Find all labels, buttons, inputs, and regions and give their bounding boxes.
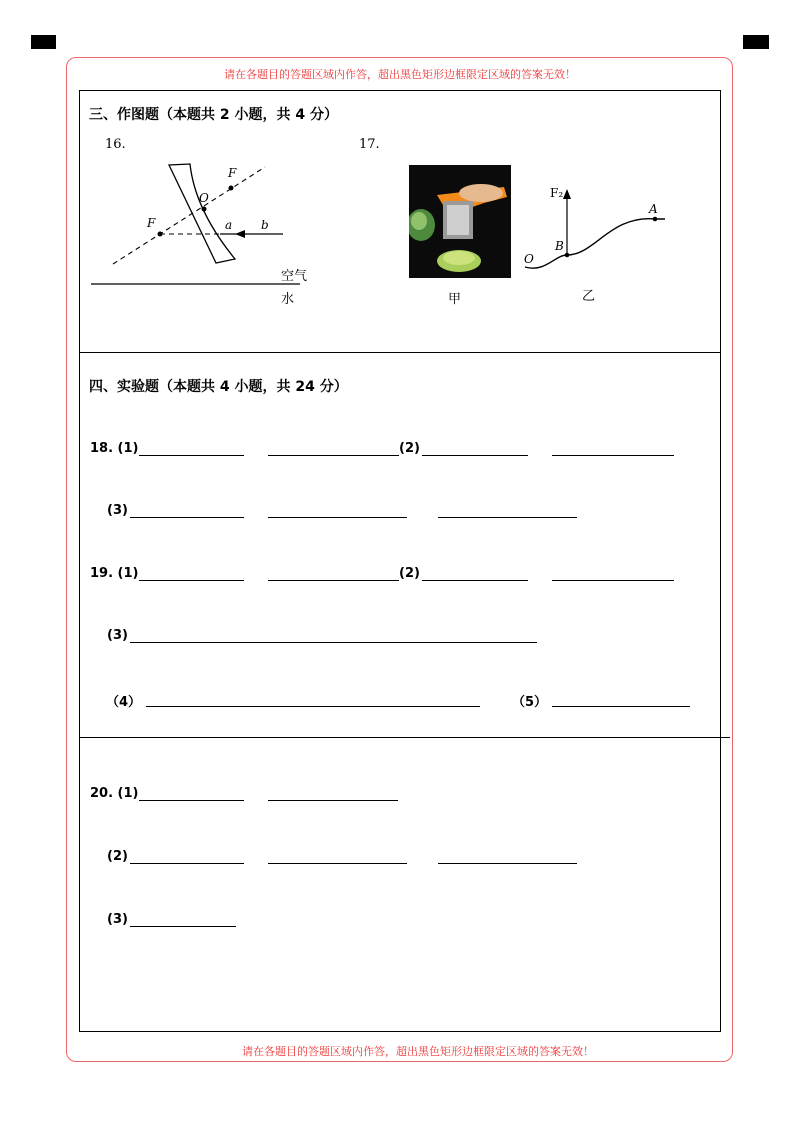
label-water: 水 xyxy=(281,292,295,307)
q20-2-blank-a[interactable] xyxy=(130,863,244,864)
section-experiment-title: 四、实验题（本题共 4 小题，共 24 分） xyxy=(89,379,348,395)
q17-photo-jia xyxy=(409,165,511,278)
label-O: O xyxy=(199,191,209,205)
notice-bottom: 请在各题目的答题区域内作答，超出黑色矩形边框限定区域的答案无效！ xyxy=(242,1045,594,1058)
section-experiment xyxy=(79,352,721,738)
notice-top: 请在各题目的答题区域内作答，超出黑色矩形边框限定区域的答案无效！ xyxy=(224,68,576,81)
label-air: 空气 xyxy=(281,269,308,284)
lever-curve xyxy=(525,219,665,269)
q19-part3-label: (3) xyxy=(107,628,128,643)
q20-1-blank-b[interactable] xyxy=(268,800,398,801)
caption-yi: 乙 xyxy=(582,289,596,304)
q19-2-blank-b[interactable] xyxy=(552,580,674,581)
label-B: B xyxy=(555,239,564,253)
q16-lens-diagram xyxy=(85,150,325,310)
label-A: A xyxy=(649,202,658,216)
q20-2-blank-c[interactable] xyxy=(438,863,577,864)
q19-label: 19. (1) xyxy=(90,566,139,581)
q16-number: 16. xyxy=(105,137,126,152)
label-O-lever: O xyxy=(524,252,534,266)
label-F2: F₂ xyxy=(550,186,564,200)
section-drawing-title: 三、作图题（本题共 2 小题，共 4 分） xyxy=(89,107,338,123)
q18-label: 18. (1) xyxy=(90,441,139,456)
q20-part2-label: (2) xyxy=(107,849,128,864)
q19-part4-label: （4） xyxy=(106,695,142,710)
q19-part5-label: （5） xyxy=(512,695,548,710)
q18-part3-label: (3) xyxy=(107,503,128,518)
q19-4-blank[interactable] xyxy=(146,706,480,707)
q18-2-blank-b[interactable] xyxy=(552,455,674,456)
q20-part3-label: (3) xyxy=(107,912,128,927)
q19-1-blank-b[interactable] xyxy=(268,580,399,581)
q17-lever-diagram xyxy=(515,175,675,295)
corner-marker-left xyxy=(31,35,56,49)
section-q20 xyxy=(79,737,721,1032)
q20-label: 20. (1) xyxy=(90,786,139,801)
q18-3-blank-b[interactable] xyxy=(268,517,407,518)
q17-number: 17. xyxy=(359,137,380,152)
label-F-left: F xyxy=(147,216,156,230)
q18-1-blank-a[interactable] xyxy=(139,455,244,456)
q20-1-blank-a[interactable] xyxy=(139,800,244,801)
q20-2-blank-b[interactable] xyxy=(268,863,407,864)
q19-3-blank[interactable] xyxy=(130,642,537,643)
q18-2-blank-a[interactable] xyxy=(422,455,528,456)
q20-3-blank[interactable] xyxy=(130,926,236,927)
q19-5-blank[interactable] xyxy=(552,706,690,707)
label-F-right: F xyxy=(228,166,237,180)
label-a: a xyxy=(225,218,233,232)
q19-1-blank-a[interactable] xyxy=(139,580,244,581)
label-b: b xyxy=(261,218,269,232)
q18-3-blank-a[interactable] xyxy=(130,517,244,518)
concave-lens xyxy=(169,164,235,263)
caption-jia: 甲 xyxy=(448,292,462,307)
q18-1-blank-b[interactable] xyxy=(268,455,399,456)
corner-marker-right xyxy=(743,35,769,49)
q18-3-blank-c[interactable] xyxy=(438,517,577,518)
q19-2-blank-a[interactable] xyxy=(422,580,528,581)
q18-part2-label: (2) xyxy=(399,441,420,456)
q19-part2-label: (2) xyxy=(399,566,420,581)
section-divider-extension xyxy=(720,737,730,738)
ray-arrow xyxy=(235,230,245,238)
